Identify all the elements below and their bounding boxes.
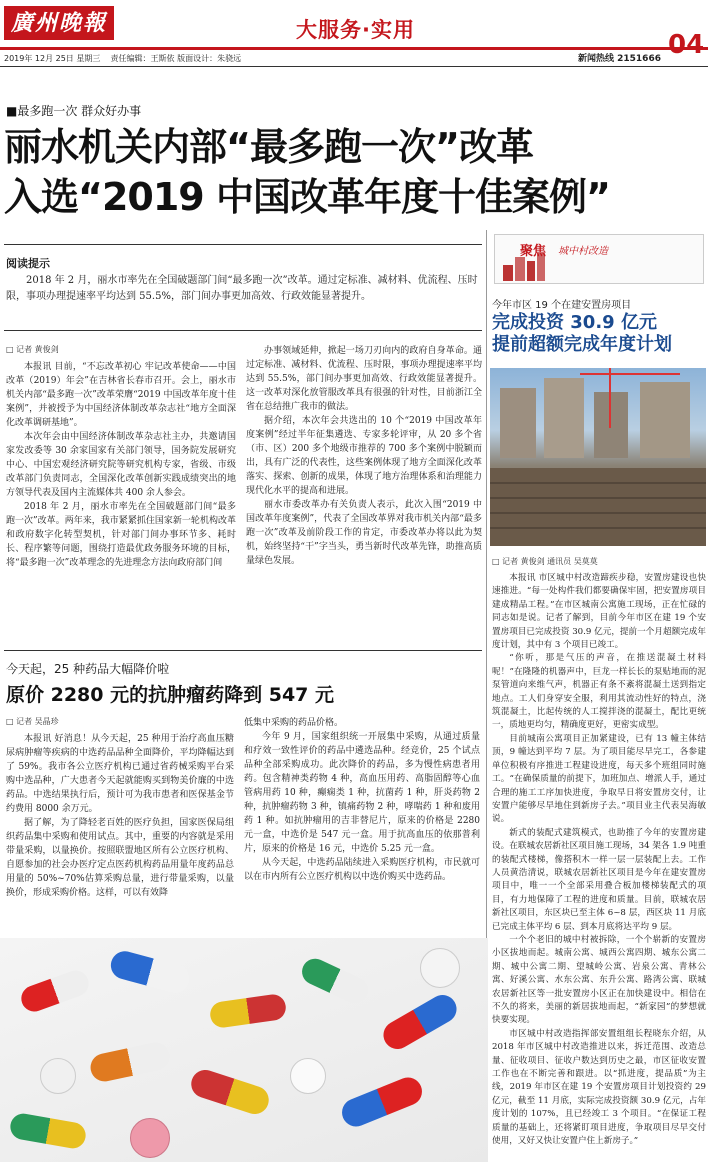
capsule-icon — [378, 990, 461, 1054]
paragraph: 2018 年 2 月，丽水市率先在全国破题部门间“最多跑一次”改革。两年来，我市紧紧抓住国家新一轮机构改革和政府数字化转型契机，针对部门间办事环节多、耗时长、程序繁等问题，围绕打造最优政务服务环境的目标，将“最多跑一次”改革理念的先进理念方法向政府部门间 — [6, 502, 236, 568]
paragraph: 办事领域延伸，掀起一场刀刃向内的政府自身革命。通过定标准、减材料、优流程、压时限，事项办理提速率平均达到 55.5%，部门间办事更加高效、行政效能显著提升。这一改革对深化放管服改革具有很强的针对性，目前浙江全省在总结推广我市的做法。 — [246, 346, 482, 412]
header-rule — [0, 66, 708, 67]
pills-photo — [0, 938, 488, 1162]
paragraph: 据介绍，本次年会共选出的 10 个“2019 中国改革年度案例”经过半年征集遴选、专家多轮评审，从 20 多个省（市、区）200 多个地级市推荐的 700 多个案例中脱颖而出，具有广泛的代表性，这些案例体现了地方全面深化改革落实、探索、创新的成果，体现了地方治理体系和治理能力现代化水平的提高和进展。 — [246, 416, 482, 496]
lead-divider — [4, 244, 482, 245]
construction-photo — [490, 368, 706, 546]
construction-site-image — [490, 368, 706, 546]
paragraph: 本报讯 目前，“不忘改革初心 牢记改革使命——中国改革（2019）年会”在吉林省长春市召开。会上，丽水市机关内部“最多跑一次”改革荣膺“2019 中国改革年度十佳案例”，并被授予为中国经济体制改革杂志社“地方全面深化改革调研基地”。 — [6, 362, 236, 428]
lead-summary-divider — [4, 330, 482, 331]
paragraph: 从今天起，中选药品陆续进入采购医疗机构，市民就可以在市内所有公立医疗机构以中选价购买中选药品。 — [244, 858, 480, 882]
right-body — [492, 572, 706, 1148]
capsule-icon — [88, 1040, 172, 1084]
drug-byline: □ 记者 吴晶珍 — [6, 717, 59, 726]
lead-byline: □ 记者 黄俊剑 — [6, 345, 59, 354]
capsule-icon — [108, 948, 193, 996]
right-headline-line-2: 提前超额完成年度计划 — [492, 334, 672, 355]
tablet-icon — [130, 1118, 170, 1158]
paragraph: 一个个老旧的城中村被拆除，一个个崭新的安置房小区拔地而起。城南公寓、城西公寓四期、城东公寓二期、城中公寓二期、望城岭公寓、岩泉公寓、青林公寓、好溪公寓、水东公寓、东升公寓、路湾公寓、联城农居新社区等一批安置房小区正在加快建设中。相信在不久的将来，美丽的新居拔地而起，“新家园”的梦想就快要实现。 — [492, 934, 706, 1026]
right-headline — [492, 312, 706, 356]
paragraph: 本报讯 好消息！从今天起，25 种用于治疗高血压糖尿病肿瘤等疾病的中选药品品种全面降价，平均降幅达到了 59%。我市各公立医疗机构已通过省药械采购平台采购中选品种，广大患者今天起就能购买到物美价廉的中选药品。中选结果执行后，预计可为我市患者和医保基金节约费用 8000 余万元。 — [6, 734, 234, 814]
lead-label: 阅读提示 — [6, 257, 50, 270]
paragraph: 目前城南公寓项目正加紧建设，已有 13 幢主体结顶，9 幢达到平均 7 层。为了项目能尽早完工，各参建单位积极有序推进工程建设进度，每天多个班组同时施工。“在确保质量的前提下，加班加点、增派人手，通过合理的施工工序加快进度，争取早日将安置房交付，让安置户能够尽早地住到新房子去。”项目业主代表吴海敏说。 — [492, 733, 706, 825]
page-number: 04 — [668, 30, 705, 60]
right-headline-line-1: 完成投资 30.9 亿元 — [492, 312, 657, 333]
lead-summary: 2018 年 2 月，丽水市率先在全国破题部门间“最多跑一次”改革。通过定标准、减材料、优流程、压时限，事项办理提速率平均达到 55.5%，部门间办事更加高效、行政效能显著提升。 — [6, 275, 478, 302]
lead-column-2 — [246, 344, 482, 568]
paragraph: 据了解，为了降轻老百姓的医疗负担，国家医保局组织药品集中采购和使用试点。其中，重要的内容就是采用带量采购，以量换价。按照联盟地区所有公立医疗机构、自愿参加的社会办医疗定点医药机构药品用量年度药品总用量的 50%~70%估算采购总量，进行带量采购，以量换价，形成采购价格。这样，可以有效降 — [6, 818, 234, 898]
date-line: 2019年 12月 25日 星期三 责任编辑：王斯依 版面设计：朱骁远 — [4, 54, 242, 63]
drug-column-1 — [6, 732, 234, 900]
focus-label: 聚焦 — [520, 244, 547, 259]
drug-column-2 — [244, 716, 480, 884]
paragraph: 今年 9 月，国家组织统一开展集中采购，从通过质量和疗效一致性评价的药品中遴选品种。经竞价，25 个试点品种全部采购成功。此次降价的药品，多为慢性病患者用药。包含精神类药物 4 种，高血压用药、高脂固醇等心血管病用药 10 种，癫痫类 1 种，抗菌药 1 种，肝炎药物 2 种，抗肿瘤药物 3 种，镇痛药物 2 种，哮喘药 1 种和废用药 1 种。如抗肿瘤用的吉非替尼片，原来的价格是 2280 元一盒，中选价是 547 元一盒。用于抗高血压的依那普利片，原来的价格是 16 元，中选价 5.25 元一盒。 — [244, 732, 480, 854]
right-byline: □ 记者 黄俊剑 通讯员 吴莫莫 — [492, 557, 598, 566]
paragraph: 低集中采购的药品价格。 — [244, 718, 344, 728]
capsule-icon — [338, 1073, 426, 1130]
newspaper-logo: 廣州晚報 — [4, 6, 114, 40]
drug-headline: 原价 2280 元的抗肿瘤药降到 547 元 — [6, 684, 335, 706]
paragraph: 市区城中村改造指挥部安置组组长程晓东介绍，从 2018 年市区城中村改造推进以来，拆迁范围、改造总量、征收项目、征收户数达到历史之最，市区征收安置工作也在不断完善和跟进。以“抓进度，提品质”为主线，2019 年市区在建 19 个安置房项目计划投资约 29 亿元，截至 11 月底，实际完成投资额 30.9 亿元，占年度计划的 107%，且已经竣工 3 个项目。“在保证工程质量的基础上，还将紧盯项目进度，争取项目尽早交付使用，又好又快让安置户住上新房子。” — [492, 1028, 706, 1147]
lead-kicker: ■最多跑一次 群众好办事 — [6, 104, 142, 118]
paragraph: 本报讯 市区城中村改造蹄疾步稳，安置房建设也快速推进。“每一处构件我们都要确保牢固，把安置房项目建成精品工程。”在市区城南公寓施工现场，正在忙碌的同志如是说。记者了解到，目前今年市区在建 19 个安置房项目已完成投资 30.9 亿元，提前一个月超额完成年度计划，其中有 3 个项目已竣工。 — [492, 573, 706, 651]
right-kicker: 今年市区 19 个在建安置房项目 — [492, 300, 632, 311]
focus-subtitle: 城中村改造 — [558, 246, 608, 257]
drug-kicker: 今天起，25 种药品大幅降价啦 — [6, 662, 170, 676]
paragraph: 本次年会由中国经济体制改革杂志社主办，共邀请国家发改委等 30 余家国家有关部门领导，国务院发展研究中心、中国宏观经济研究院等研究机构专家，省级、市级改革部门负责同志，全国深化改革创新实践成绩突出的地方领导代表及国内主流媒体共 400 余人参会。 — [6, 432, 236, 498]
lead-headline-line-2: 入选“2019 中国改革年度十佳案例” — [4, 175, 610, 219]
lead-headline — [4, 122, 704, 222]
tablet-icon — [290, 1058, 326, 1094]
paragraph: 丽水市委改革办有关负责人表示，此次入围“2019 中国改革年度案例”，代表了全国改革界对我市机关内部“最多跑一次”改革及前阶段工作的肯定，市委改革办将以此为契机，始终坚持“干”字当头，勇当新时代改革先锋，助推高质量绿色发展。 — [246, 500, 482, 566]
drug-divider — [4, 650, 482, 651]
news-hotline: 新闻热线 2151666 — [578, 54, 661, 64]
section-title: 大服务·实用 — [296, 18, 415, 42]
capsule-icon — [209, 993, 288, 1029]
capsule-icon — [18, 967, 93, 1015]
tablet-icon — [40, 1058, 76, 1094]
editor-credit: 责任编辑：王斯依 版面设计：朱骁远 — [110, 54, 242, 63]
paragraph: “你听，那是气压的声音，在推送混凝土材料呢！”在隆隆的机器声中，巨龙一样长长的泵贴地而的泥泵管道向来维气声，机器正有条不紊将混凝土送到指定地点。工人们身穿安全服，利用其流动性好的特点，浇筑混凝土，比起传统的人工搅拌浇的混凝土，配比更统一，质地更均匀，精确度更好，更密实成型。 — [492, 653, 706, 731]
tablet-icon — [420, 948, 460, 988]
lead-headline-line-1: 丽水机关内部“最多跑一次”改革 — [4, 125, 533, 169]
paragraph: 新式的装配式建筑模式，也助推了今年的安置房建设。在联城农居新社区项目施工现场，34 架各 1.9 吨重的装配式楼梯，像搭积木一样一层一层装配上去。工作人员黄浩清说，联城农居新社区项目是今年在建安置房项目中，唯一一个全部采用叠合板加楼梯装配式的项目，有力地保障了工程的进度和质量。目前，联城农居新社区项目，东区块已至主体 6~8 层，西区块 11 月底已完成主体平均 6 层、到本月底将达平均 9 层。 — [492, 827, 706, 932]
capsule-icon — [298, 954, 372, 1007]
capsule-icon — [8, 1112, 87, 1151]
lead-column-1 — [6, 360, 236, 570]
capsule-icon — [188, 1066, 273, 1117]
